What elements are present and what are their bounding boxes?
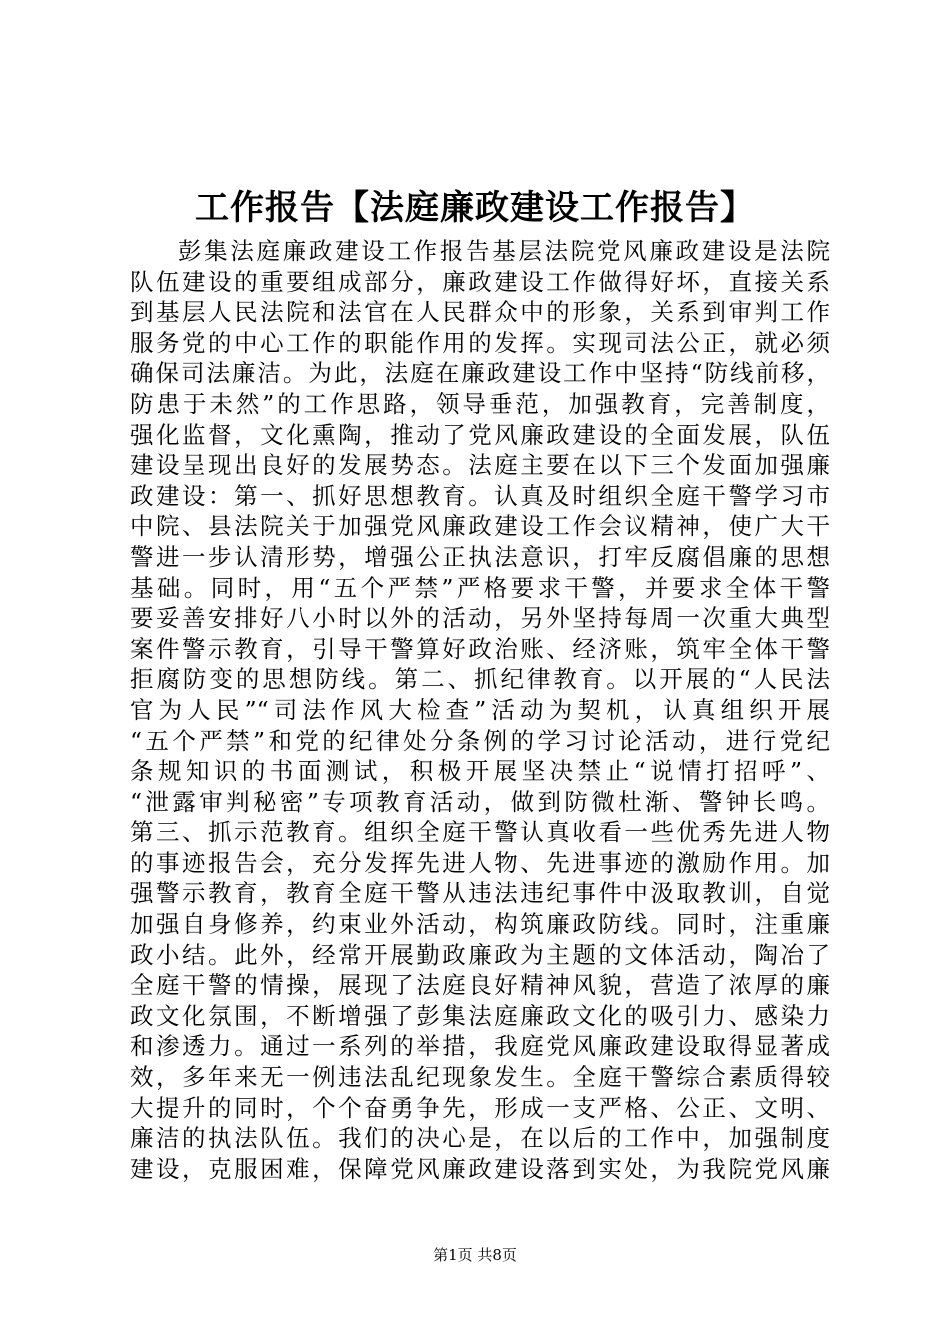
body-line: 拒腐防变的思想防线。第二、抓纪律教育。以开展的“人民法: [130, 665, 830, 694]
body-line: 防患于未然”的工作思路，领导垂范，加强教育，完善制度，: [130, 389, 830, 418]
body-line: 基础。同时，用“五个严禁”严格要求干警，并要求全体干警: [130, 573, 830, 602]
body-line: 政小结。此外，经常开展勤政廉政为主题的文体活动，陶冶了: [130, 940, 830, 969]
body-line: 队伍建设的重要组成部分，廉政建设工作做得好坏，直接关系: [130, 267, 830, 296]
body-line: “泄露审判秘密”专项教育活动，做到防微杜渐、警钟长鸣。: [130, 787, 830, 816]
body-line: 廉洁的执法队伍。我们的决心是，在以后的工作中，加强制度: [130, 1124, 830, 1153]
body-line: 建设呈现出良好的发展势态。法庭主要在以下三个发面加强廉: [130, 451, 830, 480]
body-line: 官为人民”“司法作风大检查”活动为契机，认真组织开展: [130, 695, 830, 724]
body-line: “五个严禁”和党的纪律处分条例的学习讨论活动，进行党纪: [130, 726, 830, 755]
body-line: 政文化氛围，不断增强了彭集法庭廉政文化的吸引力、感染力: [130, 1001, 830, 1030]
body-line: 服务党的中心工作的职能作用的发挥。实现司法公正，就必须: [130, 328, 830, 357]
body-line: 中院、县法院关于加强党风廉政建设工作会议精神，使广大干: [130, 512, 830, 541]
body-line: 的事迹报告会，充分发挥先进人物、先进事迹的激励作用。加: [130, 848, 830, 877]
body-line: 彭集法庭廉政建设工作报告基层法院党风廉政建设是法院: [178, 237, 830, 265]
body-line: 政建设：第一、抓好思想教育。认真及时组织全庭干警学习市: [130, 481, 830, 510]
body-line: 确保司法廉洁。为此，法庭在廉政建设工作中坚持“防线前移，: [130, 359, 830, 388]
body-line: 条规知识的书面测试，积极开展坚决禁止“说情打招呼”、: [130, 757, 830, 786]
body-line: 到基层人民法院和法官在人民群众中的形象，关系到审判工作: [130, 298, 830, 327]
document-body: [130, 236, 830, 1184]
body-line: 第三、抓示范教育。组织全庭干警认真收看一些优秀先进人物: [130, 818, 830, 847]
body-line: 案件警示教育，引导干警算好政治账、经济账，筑牢全体干警: [130, 634, 830, 663]
body-line: 效，多年来无一例违法乱纪现象发生。全庭干警综合素质得较: [130, 1063, 830, 1092]
body-line: 强警示教育，教育全庭干警从违法违纪事件中汲取教训，自觉: [130, 879, 830, 908]
body-line: 警进一步认清形势，增强公正执法意识，打牢反腐倡廉的思想: [130, 542, 830, 571]
body-line: 强化监督，文化熏陶，推动了党风廉政建设的全面发展，队伍: [130, 420, 830, 449]
page-number-footer: 第1页 共8页: [433, 1246, 517, 1264]
body-line: 建设，克服困难，保障党风廉政建设落到实处，为我院党风廉: [130, 1154, 830, 1183]
body-line: 加强自身修养，约束业外活动，构筑廉政防线。同时，注重廉: [130, 910, 830, 939]
body-line: 和渗透力。通过一系列的举措，我庭党风廉政建设取得显著成: [130, 1032, 830, 1061]
body-line: 大提升的同时，个个奋勇争先，形成一支严格、公正、文明、: [130, 1093, 830, 1122]
body-line: 全庭干警的情操，展现了法庭良好精神风貌，营造了浓厚的廉: [130, 971, 830, 1000]
body-line: 要妥善安排好八小时以外的活动，另外坚持每周一次重大典型: [130, 604, 830, 633]
document-title: 工作报告【法庭廉政建设工作报告】: [195, 188, 755, 228]
